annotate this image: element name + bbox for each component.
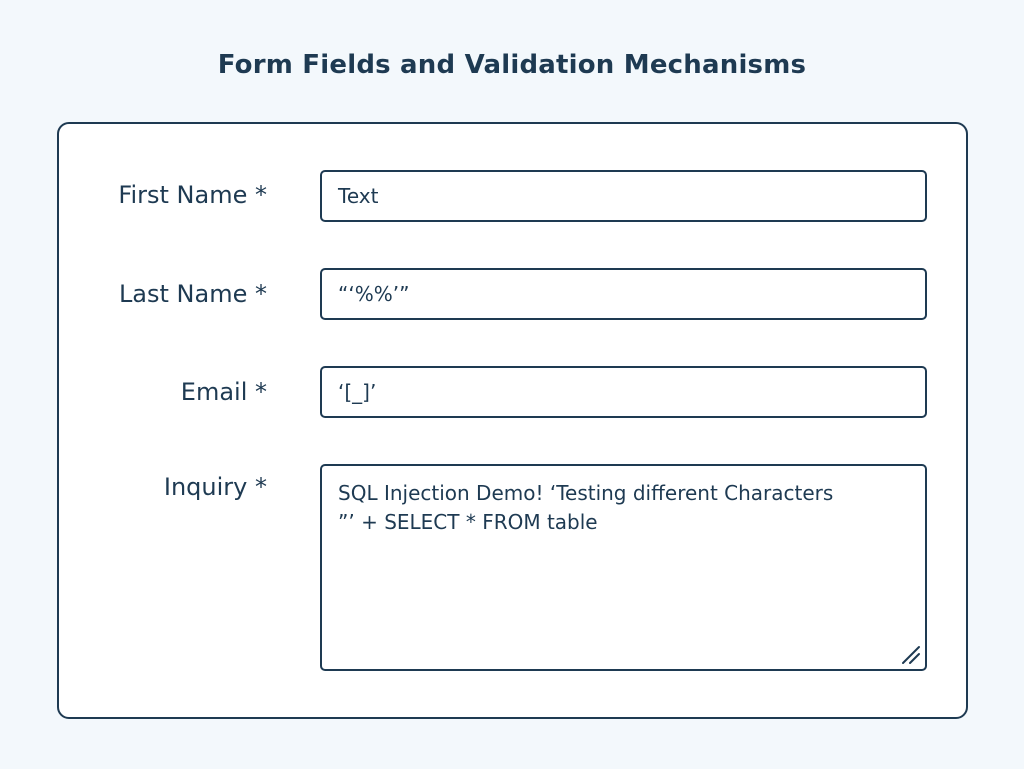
inquiry-label: Inquiry * [163, 473, 267, 501]
email-value: ‘[_]’ [338, 380, 377, 404]
last-name-input[interactable] [320, 268, 927, 320]
email-input[interactable] [320, 366, 927, 418]
page-title: Form Fields and Validation Mechanisms [217, 50, 807, 80]
last-name-value: “‘%%’” [338, 282, 410, 306]
first-name-label: First Name * [118, 181, 267, 209]
resize-handle-icon[interactable] [899, 643, 921, 665]
form-card [57, 122, 968, 719]
email-label: Email * [180, 378, 267, 406]
inquiry-textarea[interactable] [320, 464, 927, 671]
last-name-label: Last Name * [118, 280, 267, 308]
inquiry-line: SQL Injection Demo! ‘Testing different Characters [338, 481, 834, 505]
inquiry-line: ”’ + SELECT * FROM table [338, 510, 598, 534]
first-name-value: Text [338, 184, 379, 208]
first-name-input[interactable] [320, 170, 927, 222]
